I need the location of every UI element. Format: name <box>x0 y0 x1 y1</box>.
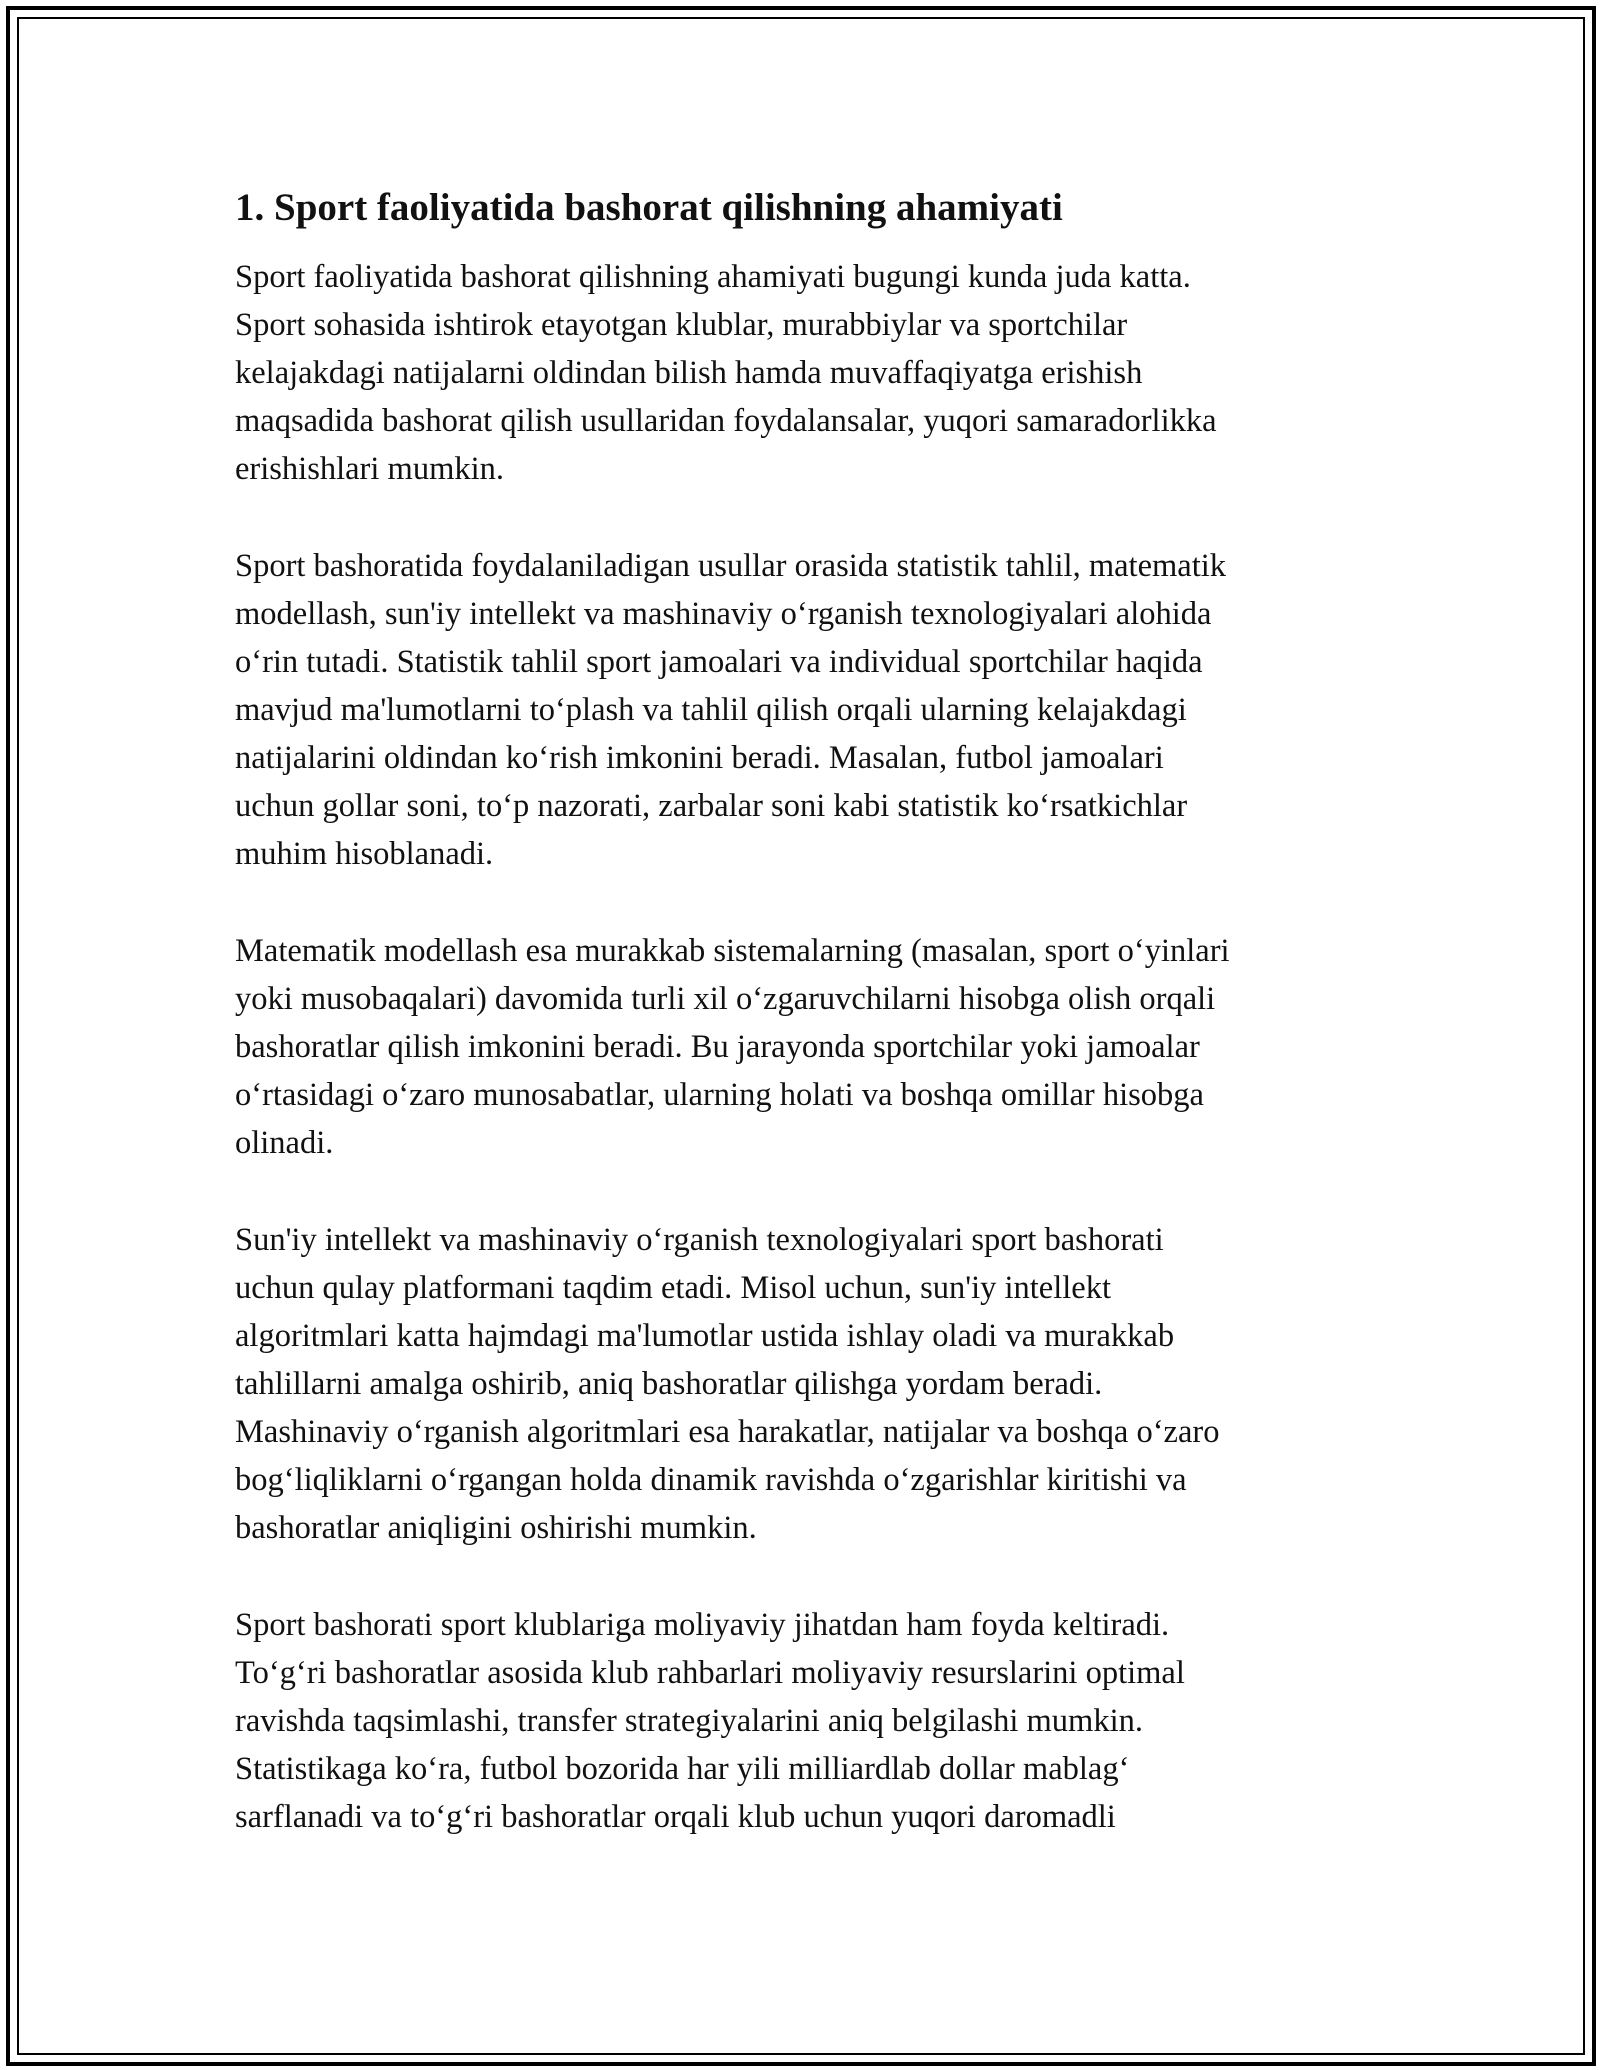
paragraph-1 <box>235 253 1380 493</box>
text-line: tahlillarni amalga oshirib, aniq bashoratlar qilishga yordam beradi. <box>235 1366 1103 1402</box>
text-line: kelajakdagi natijalarni oldindan bilish hamda muvaffaqiyatga erishish <box>235 355 1143 391</box>
text-line: maqsadida bashorat qilish usullaridan foydalansalar, yuqori samaradorlikka <box>235 403 1217 439</box>
text-line: uchun gollar soni, to‘p nazorati, zarbalar soni kabi statistik ko‘rsatkichlar <box>235 788 1188 824</box>
paragraph-4 <box>235 1216 1380 1552</box>
text-line: Matematik modellash esa murakkab sistemalarning (masalan, sport o‘yinlari <box>235 933 1230 969</box>
text-line: erishishlari mumkin. <box>235 451 504 487</box>
paragraph-5 <box>235 1601 1380 1841</box>
text-line: Sun'iy intellekt va mashinaviy o‘rganish texnologiyalari sport bashorati <box>235 1222 1164 1258</box>
text-line: o‘rin tutadi. Statistik tahlil sport jamoalari va individual sportchilar haqida <box>235 644 1203 680</box>
text-line: Sport bashoratida foydalaniladigan usullar orasida statistik tahlil, matematik <box>235 548 1227 584</box>
paragraph-2 <box>235 542 1380 878</box>
text-line: olinadi. <box>235 1125 334 1161</box>
text-line: bashoratlar qilish imkonini beradi. Bu jarayonda sportchilar yoki jamoalar <box>235 1029 1200 1065</box>
text-line: mavjud ma'lumotlarni to‘plash va tahlil qilish orqali ularning kelajakdagi <box>235 692 1187 728</box>
text-line: Statistikaga ko‘ra, futbol bozorida har yili milliardlab dollar mablag‘ <box>235 1751 1130 1787</box>
text-line: Mashinaviy o‘rganish algoritmlari esa harakatlar, natijalar va boshqa o‘zaro <box>235 1414 1220 1450</box>
text-line: Sport bashorati sport klublariga moliyaviy jihatdan ham foyda keltiradi. <box>235 1607 1170 1643</box>
section-heading: 1. Sport faoliyatida bashorat qilishning ahamiyati <box>235 186 1063 229</box>
document-body <box>235 183 1380 1890</box>
text-line: yoki musobaqalari) davomida turli xil o‘zgaruvchilarni hisobga olish orqali <box>235 981 1216 1017</box>
text-line: To‘g‘ri bashoratlar asosida klub rahbarlari moliyaviy resurslarini optimal <box>235 1655 1185 1691</box>
text-line: bog‘liqliklarni o‘rgangan holda dinamik ravishda o‘zgarishlar kiritishi va <box>235 1462 1187 1498</box>
text-line: algoritmlari katta hajmdagi ma'lumotlar ustida ishlay oladi va murakkab <box>235 1318 1175 1354</box>
text-line: sarflanadi va to‘g‘ri bashoratlar orqali klub uchun yuqori daromadli <box>235 1799 1116 1835</box>
text-line: modellash, sun'iy intellekt va mashinaviy o‘rganish texnologiyalari alohida <box>235 596 1212 632</box>
paragraph-3 <box>235 927 1380 1167</box>
text-line: ravishda taqsimlashi, transfer strategiyalarini aniq belgilashi mumkin. <box>235 1703 1143 1739</box>
text-line: natijalarini oldindan ko‘rish imkonini beradi. Masalan, futbol jamoalari <box>235 740 1164 776</box>
text-line: muhim hisoblanadi. <box>235 836 494 872</box>
text-line: bashoratlar aniqligini oshirishi mumkin. <box>235 1510 757 1546</box>
text-line: o‘rtasidagi o‘zaro munosabatlar, ularning holati va boshqa omillar hisobga <box>235 1077 1204 1113</box>
text-line: Sport sohasida ishtirok etayotgan klublar, murabbiylar va sportchilar <box>235 307 1128 343</box>
text-line: uchun qulay platformani taqdim etadi. Misol uchun, sun'iy intellekt <box>235 1270 1111 1306</box>
text-line: Sport faoliyatida bashorat qilishning ahamiyati bugungi kunda juda katta. <box>235 259 1191 295</box>
